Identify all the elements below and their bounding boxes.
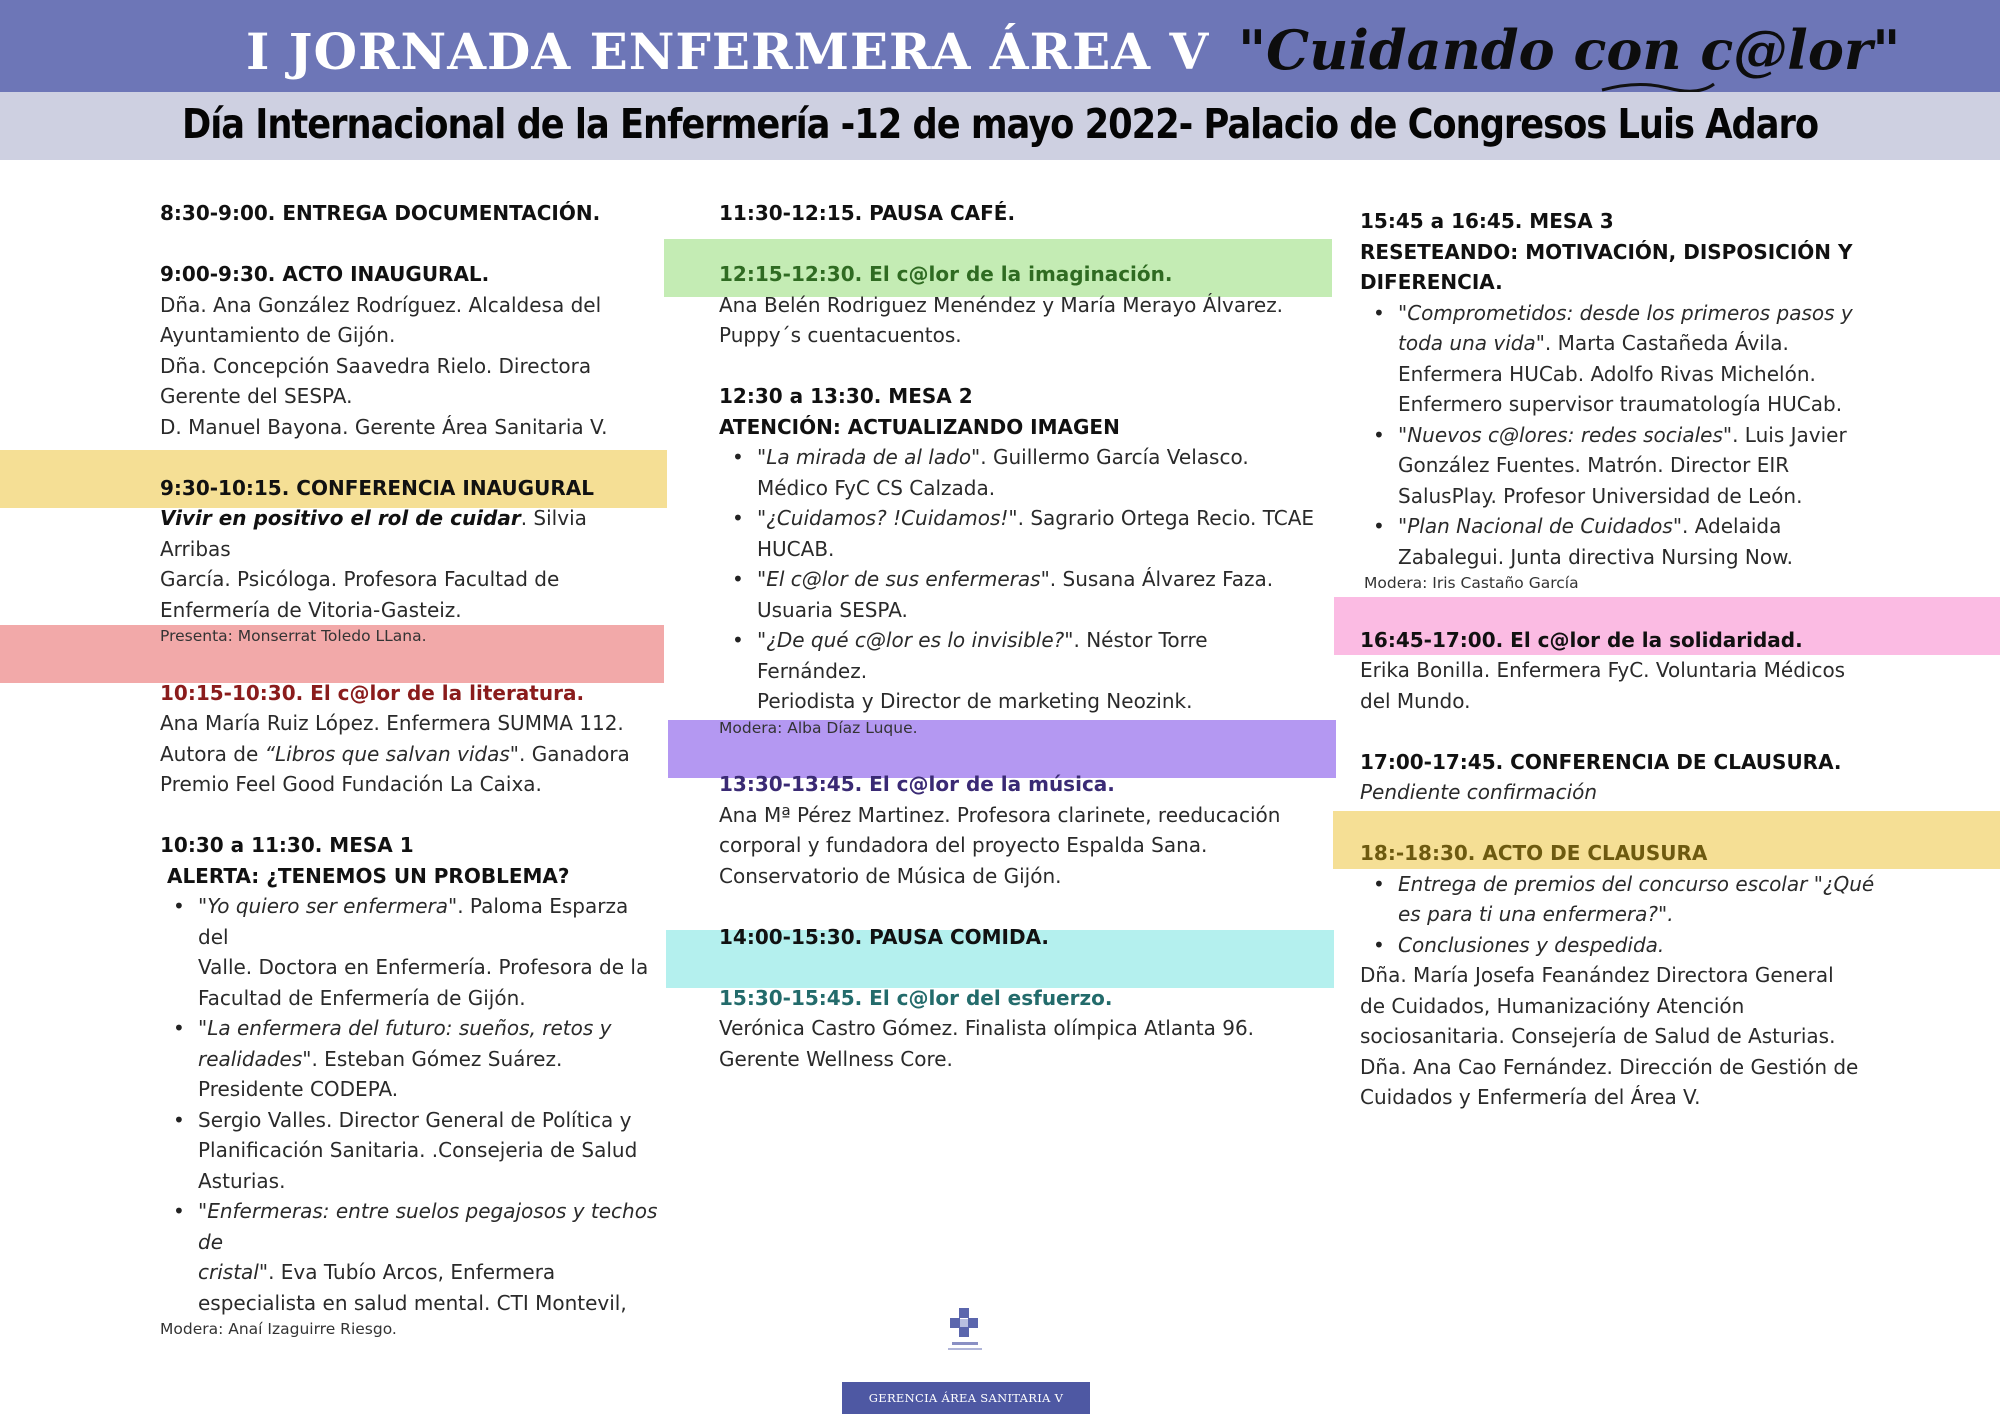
speaker-line: Verónica Castro Gómez. Finalista olímpica Atlanta 96. <box>719 1016 1255 1040</box>
speaker-line: Erika Bonilla. Enfermera FyC. Voluntaria Médicos <box>1360 658 1846 682</box>
slogan: "Cuidando con c@lor" <box>1238 18 1901 82</box>
session-title: 10:30 a 11:30. MESA 1 <box>160 833 414 857</box>
session-title: 12:15-12:30. El c@lor de la imaginación. <box>719 262 1173 286</box>
speaker-line: Cuidados y Enfermería del Área V. <box>1360 1085 1701 1109</box>
session-title: 18:-18:30. ACTO DE CLAUSURA <box>1360 841 1708 865</box>
footer-bar: GERENCIA ÁREA SANITARIA V <box>842 1382 1090 1414</box>
session-title: 12:30 a 13:30. MESA 2 <box>719 384 973 408</box>
speaker-line: Dña. Ana Cao Fernández. Dirección de Gestión de <box>1360 1054 1859 1079</box>
session-title: 14:00-15:30. PAUSA COMIDA. <box>719 924 1050 949</box>
speaker-line: D. Manuel Bayona. Gerente Área Sanitaria V. <box>160 414 608 439</box>
session-title: 10:15-10:30. El c@lor de la literatura. <box>160 680 585 705</box>
list-item: • "¿Cuidamos? !Cuidamos!". Sagrario Ortega Recio. TCAE HUCAB. <box>719 503 1319 564</box>
speaker-line: Gerente del SESPA. <box>160 384 353 408</box>
list-item: • "Plan Nacional de Cuidados". Adelaida Zabalegui. Junta directiva Nursing Now. <box>1360 511 1880 572</box>
talk-list <box>719 442 1319 717</box>
moderator-note: Modera: Alba Díaz Luque. <box>719 718 918 737</box>
servicio-de-salud-logo-icon <box>930 1306 1000 1360</box>
session-subtitle: DIFERENCIA. <box>1360 270 1503 294</box>
speaker-line: sociosanitaria. Consejería de Salud de Asturias. <box>1360 1024 1836 1048</box>
list-item: • "Enfermeras: entre suelos pegajosos y techos de cristal". Eva Tubío Arcos, Enfermera especialista en salud mental. CTI Montevil, <box>160 1196 660 1318</box>
speaker-line: Dña. Concepción Saavedra Rielo. Directora <box>160 353 592 378</box>
session-title: 11:30-12:15. PAUSA CAFÉ. <box>719 201 1016 225</box>
list-item: • Conclusiones y despedida. <box>1360 930 1880 961</box>
speaker-line: Conservatorio de Música de Gijón. <box>719 863 1062 888</box>
speaker-line: Pendiente confirmación <box>1360 780 1598 804</box>
moderator-note: Modera: Iris Castaño García <box>1364 574 1579 592</box>
moderator-note: Modera: Anaí Izaguirre Riesgo. <box>160 1320 397 1338</box>
list-item: • "Nuevos c@lores: redes sociales". Luis Javier González Fuentes. Matrón. Director EIR SalusPlay. Profesor Universidad de León. <box>1360 420 1880 512</box>
program-column-2 <box>719 198 1319 1074</box>
speaker-line: Dña. María Josefa Feanández Directora General <box>1360 963 1834 987</box>
talk-list <box>1360 298 1880 573</box>
speaker-line: del Mundo. <box>1360 688 1471 713</box>
session-subtitle: RESETEANDO: MOTIVACIÓN, DISPOSICIÓN Y <box>1360 239 1853 264</box>
list-item: • "¿De qué c@lor es lo invisible?". Néstor Torre Fernández. Periodista y Director de marketing Neozink. <box>719 625 1319 717</box>
list-item: • "El c@lor de sus enfermeras". Susana Álvarez Faza. Usuaria SESPA. <box>719 564 1319 625</box>
session-title: 8:30-9:00. ENTREGA DOCUMENTACIÓN. <box>160 201 601 225</box>
page-subtitle: Día Internacional de la Enfermería -12 de mayo 2022- Palacio de Congresos Luis Adaro <box>181 100 1819 148</box>
speaker-line: Gerente Wellness Core. <box>719 1046 953 1071</box>
speaker-line: Ana María Ruiz López. Enfermera SUMMA 112. <box>160 711 624 735</box>
program-column-1 <box>160 198 660 1340</box>
session-title: 13:30-13:45. El c@lor de la música. <box>719 772 1115 796</box>
list-item: • Sergio Valles. Director General de Política y Planificación Sanitaria. .Consejeria de Salud Asturias. <box>160 1105 660 1197</box>
session-subtitle: ATENCIÓN: ACTUALIZANDO IMAGEN <box>719 414 1120 439</box>
session-title: 9:00-9:30. ACTO INAUGURAL. <box>160 262 490 286</box>
book-title: “Libros que salvan vidas" <box>264 741 519 766</box>
speaker-line: Enfermería de Vitoria-Gasteiz. <box>160 597 462 622</box>
speaker-line: Ayuntamiento de Gijón. <box>160 323 396 347</box>
speaker-line: Premio Feel Good Fundación La Caixa. <box>160 772 542 796</box>
list-item: • "La mirada de al lado". Guillermo García Velasco. Médico FyC CS Calzada. <box>719 442 1319 503</box>
presenter-note: Presenta: Monserrat Toledo LLana. <box>160 627 427 645</box>
speaker-line: de Cuidados, Humanizacióny Atención <box>1360 993 1745 1018</box>
program-column-3 <box>1360 206 1880 1113</box>
session-title: 17:00-17:45. CONFERENCIA DE CLAUSURA. <box>1360 749 1842 774</box>
speaker-line: Ana Mª Pérez Martinez. Profesora clarinete, reeducación <box>719 802 1281 827</box>
speaker-line: García. Psicóloga. Profesora Facultad de <box>160 567 560 591</box>
talk-list <box>1360 869 1880 961</box>
session-title: 15:45 a 16:45. MESA 3 <box>1360 209 1614 233</box>
session-title: 15:30-15:45. El c@lor del esfuerzo. <box>719 985 1113 1010</box>
list-item: • Entrega de premios del concurso escolar "¿Qué es para ti una enfermera?". <box>1360 869 1880 930</box>
session-title: 9:30-10:15. CONFERENCIA INAUGURAL <box>160 475 594 500</box>
list-item: • "La enfermera del futuro: sueños, retos y realidades". Esteban Gómez Suárez. Presidente CODEPA. <box>160 1013 660 1105</box>
session-title: 16:45-17:00. El c@lor de la solidaridad. <box>1360 627 1803 652</box>
speaker-line: Ana Belén Rodriguez Menéndez y María Merayo Álvarez. <box>719 292 1284 317</box>
speaker-line: Autora de “Libros que salvan vidas". Ganadora <box>160 741 630 766</box>
speaker-line: Dña. Ana González Rodríguez. Alcaldesa del <box>160 292 602 317</box>
page-title: I JORNADA ENFERMERA ÁREA V <box>246 22 1210 81</box>
speaker-line: Puppy´s cuentacuentos. <box>719 323 962 347</box>
talk-title: Vivir en positivo el rol de cuidar <box>160 506 521 530</box>
list-item: • "Yo quiero ser enfermera". Paloma Esparza del Valle. Doctora en Enfermería. Profesora de la Facultad de Enfermería de Gijón. <box>160 891 660 1013</box>
speaker-line: Vivir en positivo el rol de cuidar. Silvia Arribas <box>160 506 587 561</box>
list-item: • "Comprometidos: desde los primeros pasos y toda una vida". Marta Castañeda Ávila. Enfermera HUCab. Adolfo Rivas Michelón. Enfermero supervisor traumatología HUCab. <box>1360 298 1880 420</box>
session-subtitle: ALERTA: ¿TENEMOS UN PROBLEMA? <box>160 863 570 888</box>
talk-list <box>160 891 660 1318</box>
speaker-line: corporal y fundadora del proyecto Espalda Sana. <box>719 833 1208 857</box>
